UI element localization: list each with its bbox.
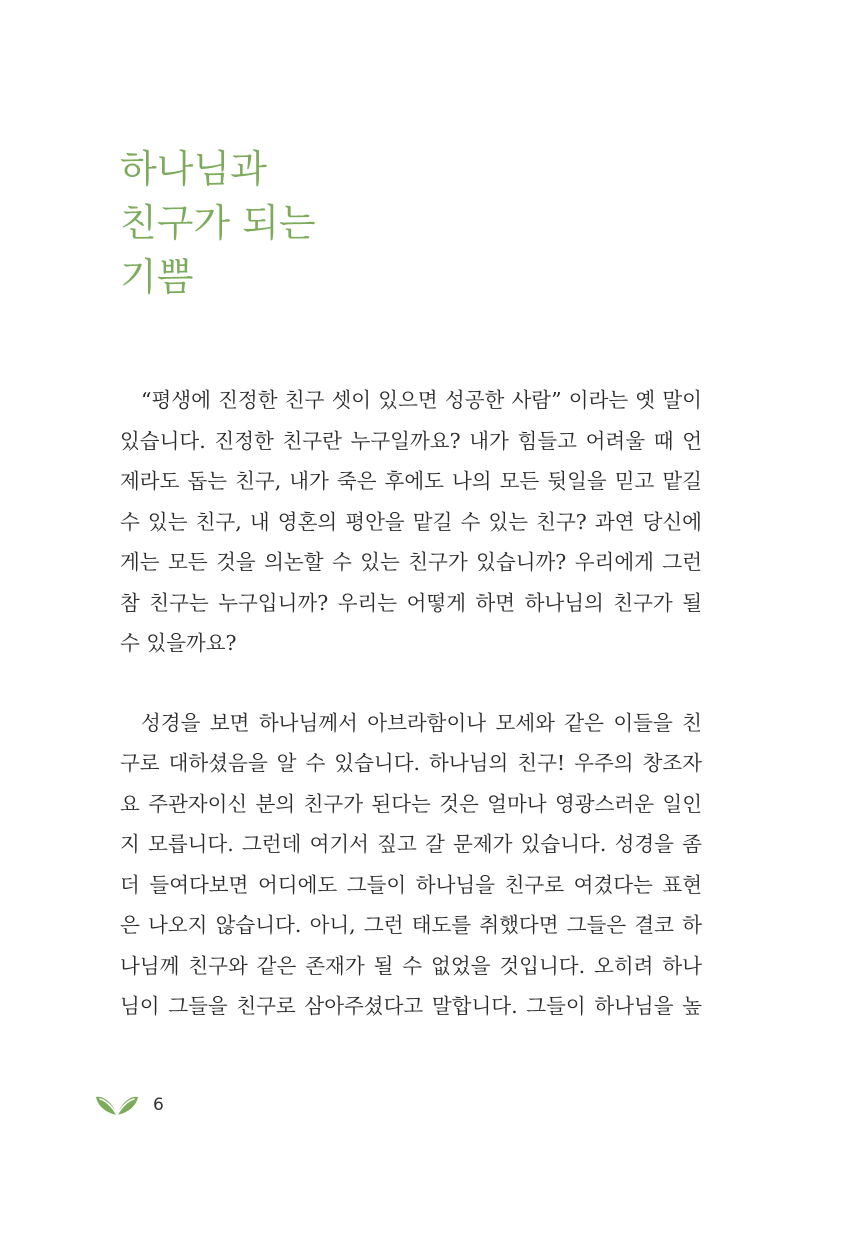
text-line: 성경을 보면 하나님께서 아브라함이나 모세와 같은 이들을 친 [141, 710, 702, 735]
text-line: 구로 대하셨음을 알 수 있습니다. 하나님의 친구! 우주의 창조자 [120, 751, 702, 775]
chapter-title-line: 친구가 되는 [120, 201, 316, 245]
text-line: 있습니다. 진정한 친구란 누구일까요? 내가 힘들고 어려울 때 언 [120, 428, 702, 453]
paragraph-1 [120, 380, 702, 664]
chapter-title-line: 기쁨 [120, 255, 194, 299]
page-number: 6 [153, 1095, 164, 1115]
text-line: 은 나오지 않습니다. 아니, 그런 태도를 취했다면 그들은 결코 하 [120, 913, 702, 937]
chapter-title [120, 142, 316, 304]
text-line: 지 모릅니다. 그런데 여기서 짚고 갈 문제가 있습니다. 성경을 좀 [120, 832, 702, 856]
text-line: 수 있는 친구, 내 영혼의 평안을 맡길 수 있는 친구? 과연 당신에 [120, 509, 702, 534]
chapter-title-line: 하나님과 [120, 147, 267, 191]
body-text [120, 380, 702, 1027]
text-line: 제라도 돕는 친구, 내가 죽은 후에도 나의 모든 뒷일을 믿고 맡길 [120, 469, 702, 493]
text-line: 님이 그들을 친구로 삼아주셨다고 말합니다. 그들이 하나님을 높 [120, 994, 702, 1018]
text-line: 참 친구는 누구입니까? 우리는 어떻게 하면 하나님의 친구가 될 [120, 590, 702, 615]
paragraph-2 [120, 703, 702, 1027]
text-line: 나님께 친구와 같은 존재가 될 수 없었을 것입니다. 오히려 하나 [120, 953, 702, 978]
text-line: “평생에 진정한 친구 셋이 있으면 성공한 사람” 이라는 옛 말이 [141, 388, 702, 412]
text-line: 수 있을까요? [120, 631, 237, 655]
text-line: 요 주관자이신 분의 친구가 된다는 것은 얼마나 영광스러운 일인 [120, 791, 702, 816]
page-footer [95, 1091, 164, 1119]
sprout-icon [95, 1091, 139, 1119]
text-line: 게는 모든 것을 의논할 수 있는 친구가 있습니까? 우리에게 그런 [120, 550, 702, 574]
text-line: 더 들여다보면 어디에도 그들이 하나님을 친구로 여겼다는 표현 [120, 872, 702, 897]
